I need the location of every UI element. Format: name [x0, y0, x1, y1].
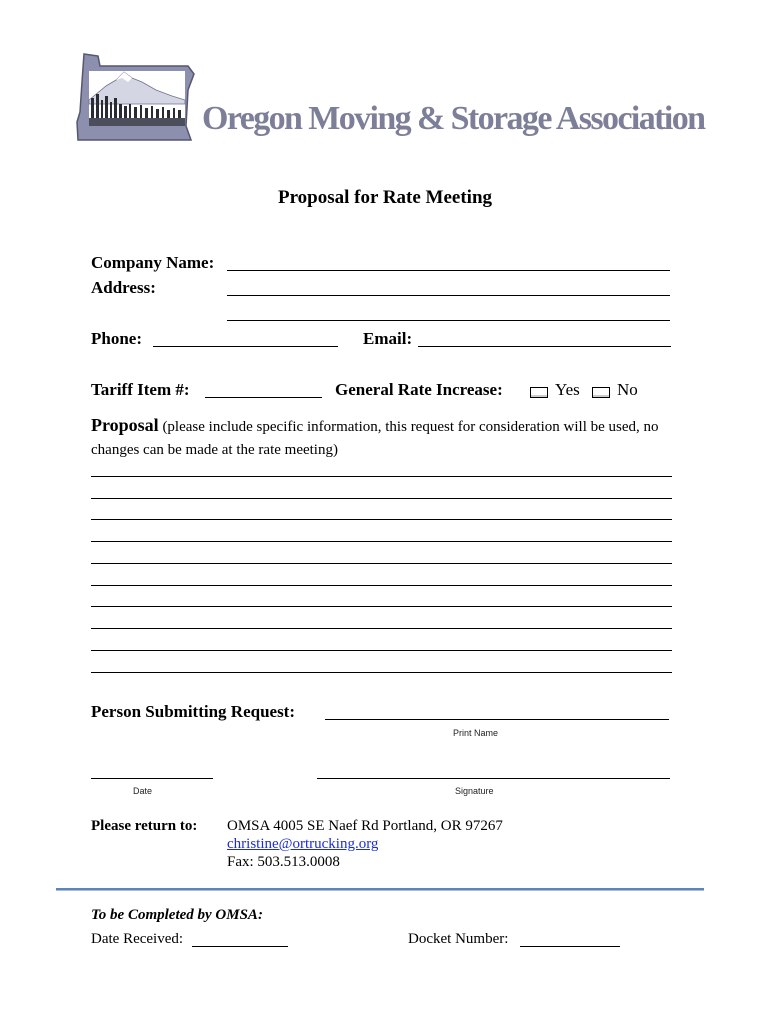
proposal-heading	[91, 414, 691, 462]
proposal-line-10[interactable]	[91, 672, 672, 673]
proposal-line-3[interactable]	[91, 519, 672, 520]
no-label: No	[617, 380, 638, 399]
phone-label: Phone:	[91, 329, 142, 348]
yes-checkbox[interactable]	[530, 387, 548, 398]
form-title: Proposal for Rate Meeting	[277, 187, 493, 208]
rate-increase-label: General Rate Increase:	[335, 380, 503, 399]
signature-field[interactable]	[317, 778, 670, 779]
date-field[interactable]	[91, 778, 213, 779]
return-email-link[interactable]: christine@ortrucking.org	[227, 836, 379, 852]
return-details	[227, 817, 503, 871]
address-label: Address:	[91, 278, 156, 297]
address-field-line-1[interactable]	[227, 295, 670, 296]
person-submitting-label: Person Submitting Request:	[91, 702, 296, 721]
office-use-title: To be Completed by OMSA:	[91, 907, 263, 923]
company-name-label: Company Name:	[91, 253, 215, 272]
print-name-field[interactable]	[325, 719, 669, 720]
phone-field[interactable]	[153, 346, 338, 347]
proposal-line-6[interactable]	[91, 585, 672, 586]
proposal-line-2[interactable]	[91, 498, 672, 499]
proposal-line-7[interactable]	[91, 606, 672, 607]
proposal-line-1[interactable]	[91, 476, 672, 477]
no-checkbox[interactable]	[592, 387, 610, 398]
company-name-field[interactable]	[227, 270, 670, 271]
proposal-line-8[interactable]	[91, 628, 672, 629]
docket-number-field[interactable]	[520, 946, 620, 947]
org-name: Oregon Moving & Storage Association	[202, 100, 705, 137]
signature-caption: Signature	[455, 786, 494, 796]
date-caption: Date	[133, 786, 153, 796]
return-label: Please return to:	[91, 818, 198, 834]
yes-label: Yes	[555, 380, 580, 399]
proposal-line-4[interactable]	[91, 541, 672, 542]
proposal-line-9[interactable]	[91, 650, 672, 651]
return-address: OMSA 4005 SE Naef Rd Portland, OR 97267	[227, 818, 503, 834]
proposal-line-5[interactable]	[91, 563, 672, 564]
address-field-line-2[interactable]	[227, 320, 670, 321]
email-field[interactable]	[418, 346, 671, 347]
oregon-state-mountain-logo-icon	[76, 52, 198, 142]
proposal-label: Proposal	[91, 415, 159, 435]
tariff-item-label: Tariff Item #:	[91, 380, 190, 399]
email-label: Email:	[363, 329, 413, 348]
print-name-caption: Print Name	[453, 728, 499, 738]
proposal-note: (please include specific information, this request for consideration will be used, no changes can be made at the rate meeting)	[91, 419, 659, 458]
return-fax: Fax: 503.513.0008	[227, 854, 340, 870]
section-divider	[56, 888, 704, 891]
docket-number-label: Docket Number:	[408, 931, 509, 947]
tariff-item-field[interactable]	[205, 397, 322, 398]
date-received-field[interactable]	[192, 946, 288, 947]
date-received-label: Date Received:	[91, 931, 184, 947]
